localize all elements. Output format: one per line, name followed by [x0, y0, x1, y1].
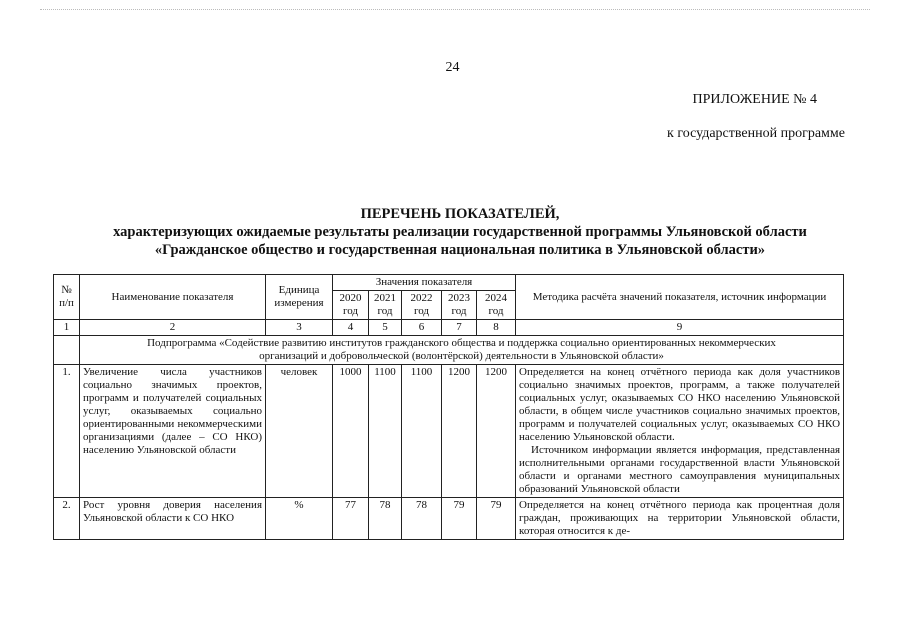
row-unit: человек — [266, 365, 333, 498]
page-number: 24 — [445, 60, 460, 75]
row-value-2022: 1100 — [402, 365, 442, 498]
column-number: 6 — [402, 320, 442, 336]
subprogram-empty-cell — [54, 336, 80, 365]
appendix-title: ПРИЛОЖЕНИЕ № 4 — [692, 92, 817, 107]
row-value-2021: 78 — [369, 498, 402, 540]
row-unit: % — [266, 498, 333, 540]
header-year: 2021 год — [369, 291, 402, 320]
column-number: 3 — [266, 320, 333, 336]
row-source-paragraph: Источником информации является информация, представленная исполнительными органами государственной власти Ульяновской области и органами местного самоуправления муниципальных образований Ульяновской области — [519, 444, 841, 495]
column-number: 9 — [516, 320, 844, 336]
header-row — [54, 275, 844, 291]
row-value-2022: 78 — [402, 498, 442, 540]
row-method-paragraph: Определяется на конец отчётного периода как процентная доля граждан, проживающих на территории Ульяновской области, которая относится к де- — [519, 499, 841, 537]
scan-edge-artifact — [40, 9, 870, 11]
header-num: № п/п — [54, 275, 80, 320]
row-method — [516, 365, 844, 498]
row-num: 1. — [54, 365, 80, 498]
row-value-2024: 1200 — [477, 365, 516, 498]
row-num: 2. — [54, 498, 80, 540]
table-row — [54, 498, 844, 540]
title-line-2: характеризующих ожидаемые результаты реализации государственной программы Ульяновской области — [113, 224, 807, 240]
row-value-2024: 79 — [477, 498, 516, 540]
table-row — [54, 365, 844, 498]
row-value-2021: 1100 — [369, 365, 402, 498]
column-number: 1 — [54, 320, 80, 336]
header-year: 2020 год — [333, 291, 369, 320]
column-number: 8 — [477, 320, 516, 336]
subprogram-row — [54, 336, 844, 365]
appendix-subtitle: к государственной программе — [667, 126, 845, 141]
header-name: Наименование показателя — [80, 275, 266, 320]
indicators-table — [53, 274, 844, 540]
row-value-2020: 77 — [333, 498, 369, 540]
header-year: 2024 год — [477, 291, 516, 320]
header-unit: Единица измерения — [266, 275, 333, 320]
column-number: 5 — [369, 320, 402, 336]
column-number: 2 — [80, 320, 266, 336]
subprogram-title: Подпрограмма «Содействие развитию институтов гражданского общества и поддержка социально ориентированных некоммерческих организаций и добровольческой (волонтёрской) деятельности в Ульяновской области» — [80, 336, 844, 365]
row-indicator-name: Увеличение числа участников социально значимых проектов, программ и получателей социальных услуг, оказываемых социально ориентированными некоммерческими организациями (далее – СО НКО) населению Ульяновской области — [80, 365, 266, 498]
title-line-1: ПЕРЕЧЕНЬ ПОКАЗАТЕЛЕЙ, — [360, 206, 560, 222]
row-value-2023: 1200 — [442, 365, 477, 498]
title-line-3: «Гражданское общество и государственная национальная политика в Ульяновской области» — [154, 242, 766, 258]
column-number: 4 — [333, 320, 369, 336]
column-number: 7 — [442, 320, 477, 336]
column-number-row — [54, 320, 844, 336]
header-method: Методика расчёта значений показателя, источник информации — [516, 275, 844, 320]
header-values-group: Значения показателя — [333, 275, 516, 291]
row-value-2020: 1000 — [333, 365, 369, 498]
header-year: 2023 год — [442, 291, 477, 320]
row-value-2023: 79 — [442, 498, 477, 540]
row-indicator-name: Рост уровня доверия населения Ульяновской области к СО НКО — [80, 498, 266, 540]
row-method — [516, 498, 844, 540]
header-year: 2022 год — [402, 291, 442, 320]
document-title — [60, 205, 860, 259]
row-method-paragraph: Определяется на конец отчётного периода как доля участников социально значимых проектов, программ, а также получателей социальных услуг, оказываемых СО НКО населению Ульяновской области, в общем числе участников социально значимых проектов, программ и получателей социальных услуг, оказываемых СО НКО населению Ульяновской области. — [519, 366, 841, 443]
